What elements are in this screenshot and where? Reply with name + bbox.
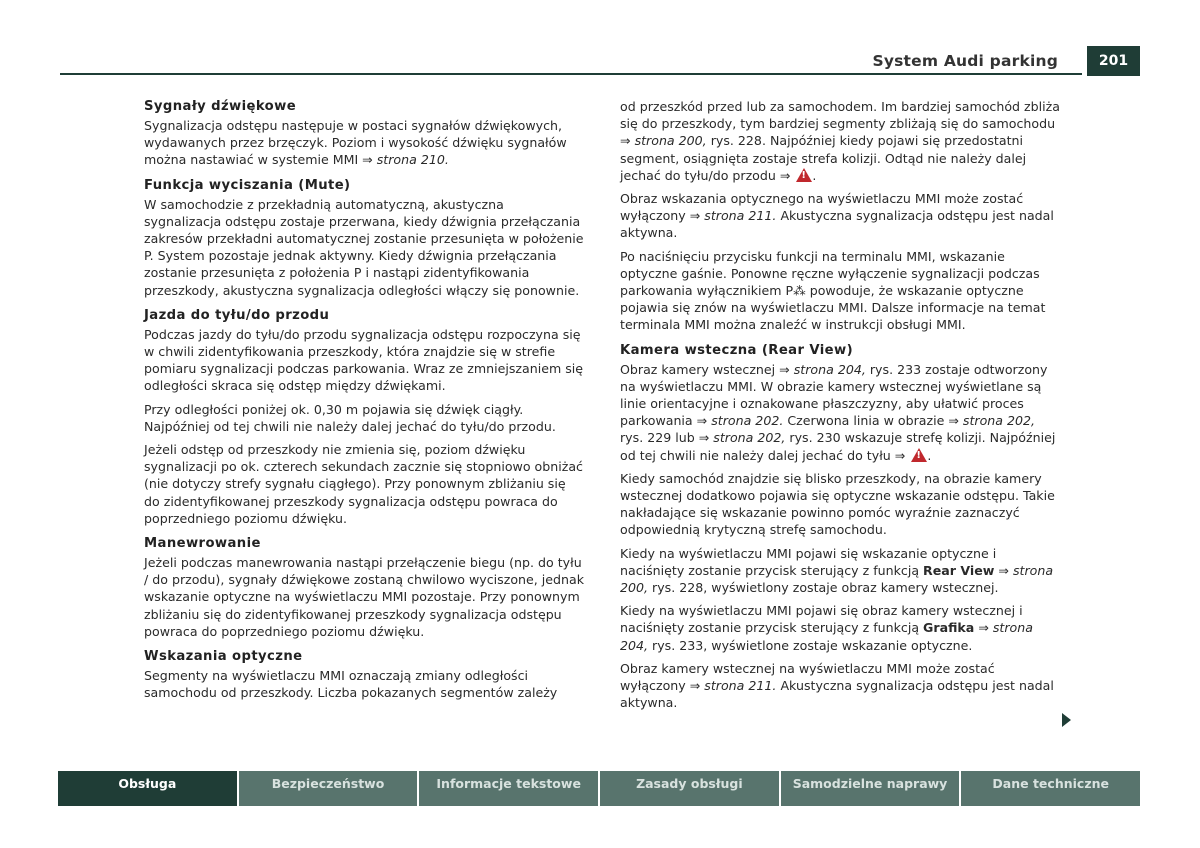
footer-tab-zasady-obslugi[interactable]: Zasady obsługi: [600, 771, 779, 806]
left-column: [144, 98, 584, 707]
footer-nav: [58, 771, 1140, 806]
paragraph: Kiedy samochód znajdzie się blisko przeszkody, na obrazie kamery wstecznej dodatkowo pojawia się optyczne wskazanie odstępu. Takie nakładające się wskazanie powinno pomóc wyraźnie zaznaczyć odpowiednią krytyczną strefę samochodu.: [620, 470, 1055, 538]
paragraph: od przeszkód przed lub za samochodem. Im bardziej samochód zbliża się do przeszkody, tym bardziej segmenty zbliżają się do samochodu ⇒ strona 200, rys. 228. Najpóźniej kiedy pojawi się przedostatni segment, osiągnięta zostaje strefa kolizji. Odtąd nie należy dalej jechać do tyłu/do przodu ⇒ !.: [620, 98, 1060, 184]
paragraph: Podczas jazdy do tyłu/do przodu sygnalizacja odstępu rozpoczyna się w chwili zidentyfikowania przeszkody, która znajdzie się w strefie pomiaru sygnalizacji podczas parkowania. Wraz ze zmniejszaniem się odległości skraca się odstęp między dźwiękami.: [144, 326, 584, 394]
paragraph: Przy odległości poniżej ok. 0,30 m pojawia się dźwięk ciągły. Najpóźniej od tej chwili nie należy dalej jechać do tyłu/do przodu.: [144, 401, 556, 434]
page-reference[interactable]: strona 204,: [793, 361, 866, 377]
page-reference[interactable]: strona 200,: [620, 562, 1054, 596]
footer-tab-dane-techniczne[interactable]: Dane techniczne: [961, 771, 1140, 806]
paragraph: Kiedy na wyświetlaczu MMI pojawi się obraz kamery wstecznej i naciśnięty zostanie przycisk sterujący z funkcją Grafika ⇒ strona 204, rys. 233, wyświetlone zostaje wskazanie optyczne.: [620, 603, 1033, 653]
function-name: Grafika: [923, 620, 975, 636]
paragraph: Obraz kamery wstecznej ⇒ strona 204, rys. 233 zostaje odtworzony na wyświetlaczu MMI. W obrazie kamery wstecznej wyświetlane są linie orientacyjne i oznakowane płaszczyzny, aby ułatwić proces parkowania ⇒ strona 202. Czerwona linia w obrazie ⇒ strona 202, rys. 229 lub ⇒ strona 202, rys. 230 wskazuje strefę kolizji. Najpóźniej od tej chwili nie należy dalej jechać do tyłu ⇒ !.: [620, 361, 1060, 464]
page-reference[interactable]: strona 211.: [704, 208, 777, 224]
page-header-title: System Audi parking: [872, 52, 1058, 70]
page-reference[interactable]: strona 202,: [713, 430, 786, 446]
warning-triangle-icon[interactable]: [796, 168, 812, 182]
footer-tab-samodzielne-naprawy[interactable]: Samodzielne naprawy: [781, 771, 960, 806]
footer-tab-obsluga[interactable]: Obsługa: [58, 771, 237, 806]
heading-sound-signals: Sygnały dźwiękowe: [144, 99, 297, 114]
warning-triangle-icon[interactable]: [911, 448, 927, 462]
heading-rear-view: Kamera wsteczna (Rear View): [620, 342, 854, 358]
page-reference[interactable]: strona 202,: [962, 413, 1036, 429]
footer-tab-bezpieczenstwo[interactable]: Bezpieczeństwo: [239, 771, 418, 806]
paragraph: Segmenty na wyświetlaczu MMI oznaczają zmiany odległości samochodu od przeszkody. Liczba pokazanych segmentów zależy: [144, 668, 558, 701]
paragraph: Sygnalizacja odstępu następuje w postaci sygnałów dźwiękowych, wydawanych przez brzęczyk. Poziom i wysokość dźwięku sygnałów można nastawiać w systemie MMI ⇒ strona 210.: [144, 118, 567, 168]
next-page-arrow-icon[interactable]: [1062, 713, 1071, 727]
heading-driving: Jazda do tyłu/do przodu: [144, 307, 330, 323]
paragraph: Obraz kamery wstecznej na wyświetlaczu MMI może zostać wyłączony ⇒ strona 211. Akustyczna sygnalizacja odstępu jest nadal aktywna.: [620, 660, 1054, 711]
paragraph: Obraz wskazania optycznego na wyświetlaczu MMI może zostać wyłączony ⇒ strona 211. Akustyczna sygnalizacja odstępu jest nadal aktywna.: [620, 191, 1054, 241]
page-number: 201: [1087, 46, 1140, 76]
paragraph: Jeżeli podczas manewrowania nastąpi przełączenie biegu (np. do tyłu / do przodu), sygnały dźwiękowe zostaną chwilowo wyciszone, jednak wskazanie optyczne na wyświetlaczu MMI pozostaje. Przy ponownym zbliżaniu się do zidentyfikowanej przeszkody sygnalizacja odstępu powraca do poprzedniego poziomu dźwięku.: [144, 555, 585, 639]
heading-optical: Wskazania optyczne: [144, 649, 303, 665]
page-reference[interactable]: strona 202.: [711, 413, 784, 429]
heading-mute: Funkcja wyciszania (Mute): [144, 177, 351, 193]
page-reference[interactable]: strona 211.: [704, 678, 777, 694]
function-name: Rear View: [923, 562, 995, 578]
page-reference[interactable]: strona 210.: [376, 152, 449, 168]
paragraph: Jeżeli odstęp od przeszkody nie zmienia się, poziom dźwięku sygnalizacji po ok. czterech sekundach zacznie się stopniowo obniżać (nie dotyczy strefy sygnału ciągłego). Przy ponownym zbliżaniu się do zidentyfikowanej przeszkody sygnalizacja odstępu powraca do poprzedniego poziomu dźwięku.: [144, 442, 583, 526]
header-rule: [60, 73, 1082, 75]
page-reference[interactable]: strona 204,: [620, 620, 1033, 653]
paragraph: Kiedy na wyświetlaczu MMI pojawi się wskazanie optyczne i naciśnięty zostanie przycisk sterujący z funkcją Rear View ⇒ strona 200, rys. 228, wyświetlony zostaje obraz kamery wstecznej.: [620, 545, 1054, 596]
footer-tab-informacje-tekstowe[interactable]: Informacje tekstowe: [419, 771, 598, 806]
paragraph: W samochodzie z przekładnią automatyczną, akustyczna sygnalizacja odstępu zostaje przerwana, kiedy dźwignia przełączania zakresów przekładni automatycznej zostanie przesunięta w położenie P. System pozostaje jednak aktywny. Kiedy dźwignia przełączania zostanie przesunięta z położenia P i nastąpi zidentyfikowania przeszkody, akustyczna sygnalizacja odległości włączy się ponownie.: [144, 196, 584, 298]
right-column: [620, 98, 1060, 718]
paragraph: Po naciśnięciu przycisku funkcji na terminalu MMI, wskazanie optyczne gaśnie. Ponowne ręczne wyłączenie sygnalizacji podczas parkowania wyłącznikiem P⁂ powoduje, że wskazanie optyczne pojawia się znów na wyświetlaczu MMI. Dalsze informacje na temat terminala MMI można znaleźć w instrukcji obsługi MMI.: [620, 248, 1046, 333]
page-reference[interactable]: strona 200,: [634, 133, 707, 149]
heading-maneuvering: Manewrowanie: [144, 536, 261, 552]
